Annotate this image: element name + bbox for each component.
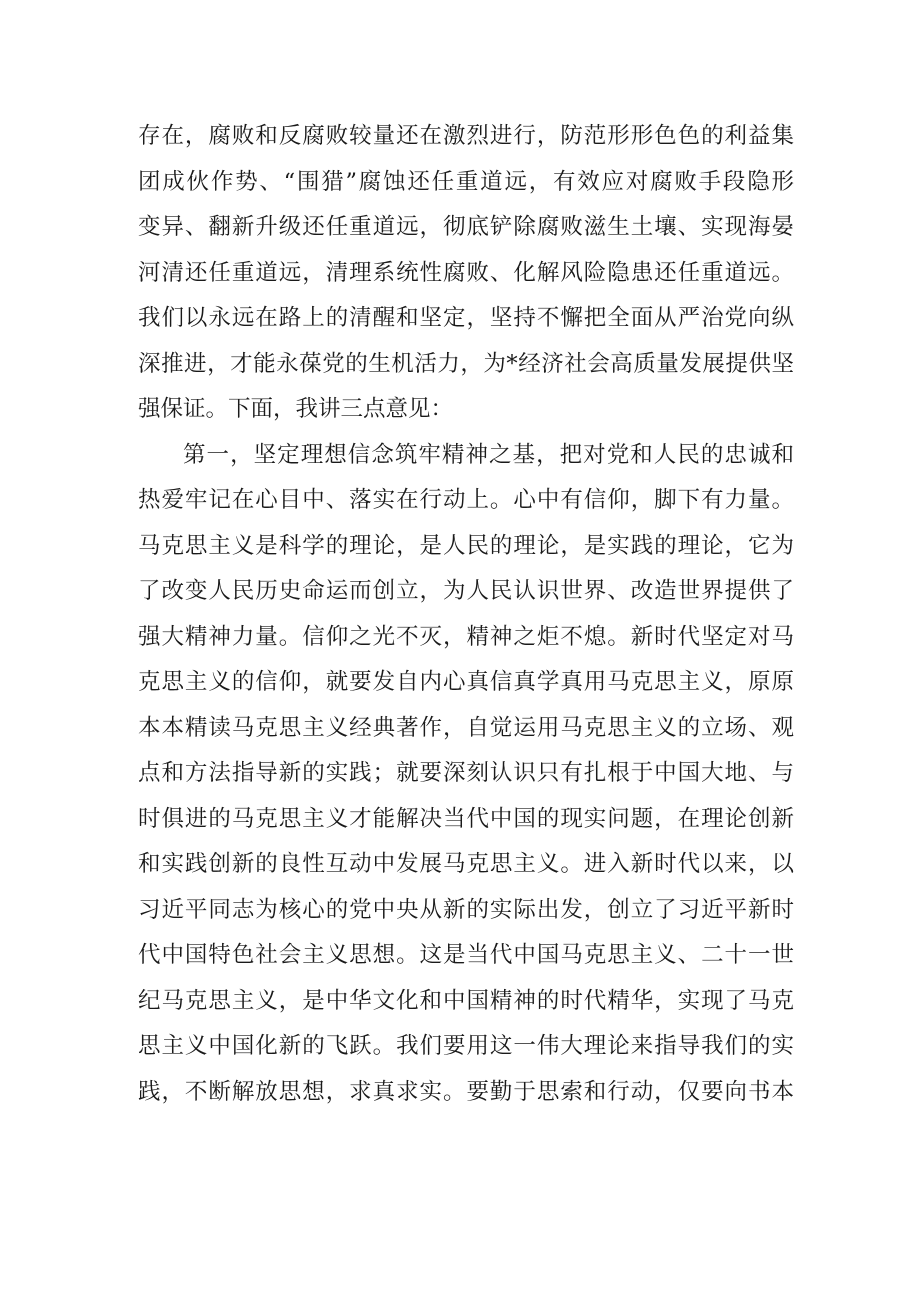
text-line: 团成伙作势、“围猎”腐蚀还任重道远，有效应对腐败手段隐形	[138, 168, 794, 195]
text-line: 习近平同志为核心的党中央从新的实际出发，创立了习近平新时	[138, 896, 794, 923]
text-line: 本本精读马克思主义经典著作，自觉运用马克思主义的立场、观	[138, 714, 794, 741]
text-line: 存在，腐败和反腐败较量还在激烈进行，防范形形色色的利益集	[138, 123, 794, 149]
text-line: 马克思主义是科学的理论，是人民的理论，是实践的理论，它为	[138, 532, 794, 559]
text-line: 思主义中国化新的飞跃。我们要用这一伟大理论来指导我们的实	[138, 1033, 794, 1059]
text-line: 点和方法指导新的实践；就要深刻认识只有扎根于中国大地、与	[138, 760, 794, 786]
text-line: 变异、翻新升级还任重道远，彻底铲除腐败滋生土壤、实现海晏	[138, 214, 794, 240]
text-line: 强保证。下面，我讲三点意见：	[138, 396, 454, 422]
text-line: 热爱牢记在心目中、落实在行动上。心中有信仰，脚下有力量。	[138, 487, 794, 513]
text-line: 第一，坚定理想信念筑牢精神之基，把对党和人民的忠诚和	[183, 441, 794, 468]
text-line: 克思主义的信仰，就要发自内心真信真学真用马克思主义，原原	[138, 669, 794, 695]
text-line: 河清还任重道远，清理系统性腐败、化解风险隐患还任重道远。	[138, 259, 794, 286]
paragraph-2	[138, 433, 794, 1116]
text-line: 时俱进的马克思主义才能解决当代中国的现实问题，在理论创新	[138, 805, 794, 832]
paragraph-1	[138, 114, 794, 433]
text-line: 深推进，才能永葆党的生机活力，为*经济社会高质量发展提供坚	[138, 350, 794, 377]
text-line: 和实践创新的良性互动中发展马克思主义。进入新时代以来，以	[138, 851, 794, 877]
body-text	[138, 114, 794, 1115]
text-line: 强大精神力量。信仰之光不灭，精神之炬不熄。新时代坚定对马	[138, 623, 794, 650]
text-line: 纪马克思主义，是中华文化和中国精神的时代精华，实现了马克	[138, 987, 794, 1014]
text-line: 践，不断解放思想，求真求实。要勤于思索和行动，仅要向书本	[138, 1078, 794, 1105]
text-line: 我们以永远在路上的清醒和坚定，坚持不懈把全面从严治党向纵	[138, 305, 794, 331]
text-line: 了改变人民历史命运而创立，为人民认识世界、改造世界提供了	[138, 578, 794, 604]
text-line: 代中国特色社会主义思想。这是当代中国马克思主义、二十一世	[138, 942, 794, 968]
